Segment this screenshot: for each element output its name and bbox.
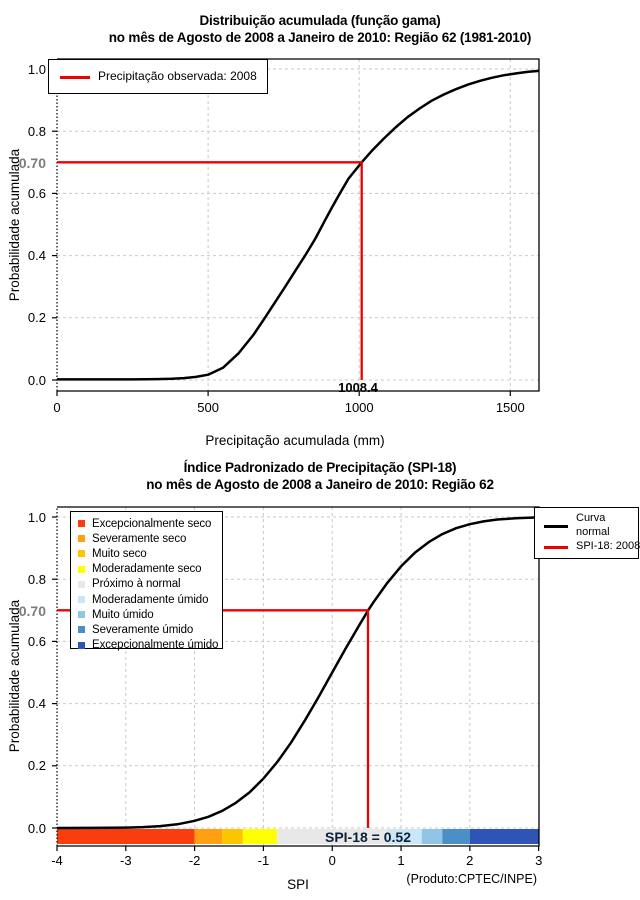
top-highlight-ytick-label: 0.70 [18, 155, 46, 171]
category-label: Excepcionalmente úmido [92, 639, 219, 652]
producer-footnote: (Produto:CPTEC/INPE) [406, 872, 537, 886]
y-tick-label: 0.4 [27, 696, 46, 712]
normal-curve-label-line1: Curva [576, 512, 606, 524]
y-tick-label: 0.2 [27, 758, 46, 774]
category-label: Excepcionalmente seco [92, 517, 212, 530]
x-tick-label: -4 [51, 853, 63, 868]
y-tick-label: 1.0 [27, 509, 46, 525]
observed-line-sample [60, 76, 90, 79]
x-tick-label: 3 [535, 853, 543, 868]
bottom-chart-subtitle: no mês de Agosto de 2008 a Janeiro de 2010: Região 62 [146, 477, 494, 492]
spi-category-legend [70, 511, 223, 652]
top-chart-subtitle: no mês de Agosto de 2008 a Janeiro de 2010: Região 62 (1981-2010) [108, 30, 532, 45]
category-color-swatch [78, 596, 85, 603]
top-chart-title: Distribuição acumulada (função gama) [199, 13, 441, 28]
y-tick-label: 0.6 [27, 185, 46, 201]
x-tick-label: 0 [328, 853, 336, 868]
normal-curve-label-line2: normal [576, 526, 610, 538]
category-color-swatch [78, 550, 85, 557]
spi-category-legend-item [71, 531, 222, 546]
highlight-line [57, 162, 362, 380]
spi-bar-segment [57, 829, 195, 844]
category-color-swatch [78, 581, 85, 588]
x-tick-label: 0 [53, 400, 61, 415]
bottom-y-axis-title: Probabilidade acumulada [7, 599, 22, 753]
y-tick-label: 0.0 [27, 820, 46, 836]
category-label: Severamente seco [92, 532, 187, 545]
x-tick-label: 1000 [344, 400, 374, 415]
bottom-chart-title: Índice Padronizado de Precipitação (SPI-18) [183, 460, 457, 475]
x-tick-label: 1500 [495, 400, 525, 415]
spi-legend-label: SPI-18: 2008 [576, 540, 640, 552]
category-color-swatch [78, 611, 85, 618]
category-label: Severamente úmido [92, 623, 194, 636]
category-color-swatch [78, 520, 85, 527]
category-color-swatch [78, 535, 85, 542]
spi-category-legend-item [71, 562, 222, 577]
category-label: Muito seco [92, 547, 147, 560]
cdf-curve [57, 71, 539, 380]
y-tick-label: 0.6 [27, 633, 46, 649]
curves-legend [534, 507, 639, 559]
x-tick-label: 500 [197, 400, 219, 415]
spi-category-legend-item [71, 592, 222, 607]
spi-bar-segment [243, 829, 277, 844]
category-label: Próximo à normal [92, 578, 181, 591]
category-label: Moderadamente seco [92, 563, 202, 576]
x-tick-label: -3 [120, 853, 132, 868]
y-tick-label: 0.0 [27, 372, 46, 388]
category-label: Moderadamente úmido [92, 593, 209, 606]
y-tick-label: 0.4 [27, 248, 46, 264]
x-tick-label: 1 [397, 853, 405, 868]
spi-category-legend-item [71, 607, 222, 622]
x-tick-label: 2 [466, 853, 474, 868]
x-tick-label: -1 [257, 853, 270, 868]
spi-category-legend-item [71, 638, 222, 653]
category-color-swatch [78, 566, 85, 573]
category-color-swatch [78, 626, 85, 633]
x-tick-label: -2 [188, 853, 201, 868]
spi-bar-segment [470, 829, 539, 844]
spi-bar-segment [222, 829, 243, 844]
observed-precip-annotation: 1008.4 [338, 380, 378, 395]
y-tick-label: 0.2 [27, 310, 46, 326]
spi-category-legend-item [71, 516, 222, 531]
normal-curve-line-sample [544, 525, 568, 528]
observed-legend-label: Precipitação observada: 2008 [98, 69, 257, 83]
category-color-swatch [78, 642, 85, 649]
bottom-x-axis-title: SPI [287, 877, 309, 892]
top-x-axis-title: Precipitação acumulada (mm) [205, 433, 385, 448]
y-tick-label: 0.8 [27, 571, 46, 587]
spi-category-legend-item [71, 546, 222, 561]
y-tick-label: 1.0 [27, 61, 46, 77]
top-chart-legend [48, 59, 268, 94]
spi-line-sample [544, 546, 568, 549]
y-tick-label: 0.8 [27, 123, 46, 139]
spi-category-legend-item [71, 577, 222, 592]
top-y-axis-title: Probabilidade acumulada [7, 148, 22, 302]
bottom-highlight-ytick-label: 0.70 [18, 603, 46, 619]
spi-value-annotation: SPI-18 = 0.52 [324, 829, 411, 845]
spi-bar-segment [195, 829, 223, 844]
plot-frame [57, 59, 539, 391]
spi-category-legend-item [71, 622, 222, 637]
category-label: Muito úmido [92, 608, 154, 621]
